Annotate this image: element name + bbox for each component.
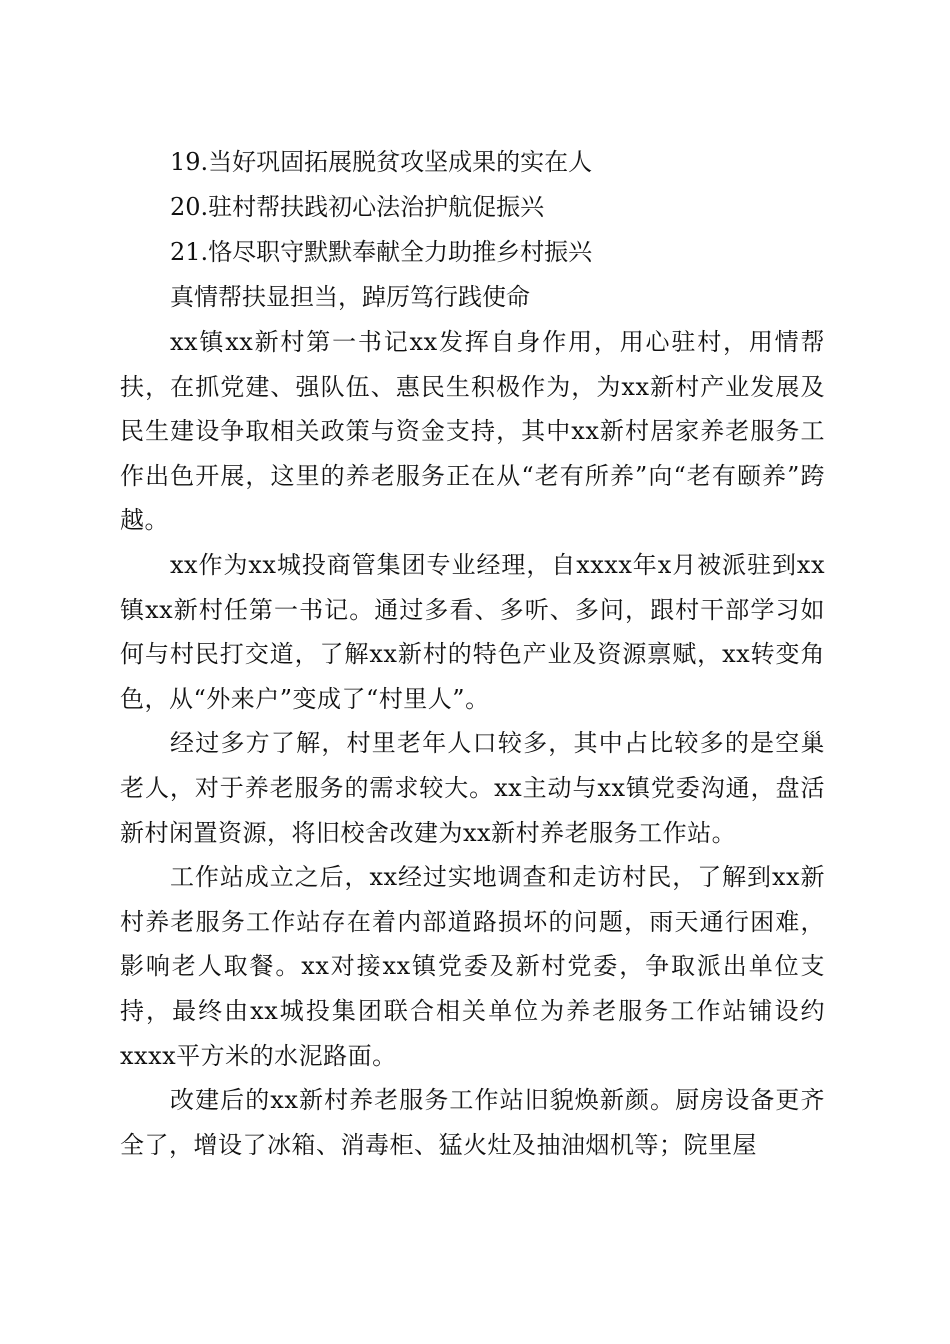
paragraph-needs: 经过多方了解，村里老年人口较多，其中占比较多的是空巢老人，对于养老服务的需求较大。xx主动与xx镇党委沟通，盘活新村闲置资源，将旧校舍改建为xx新村养老服务工作站。 bbox=[120, 729, 825, 847]
paragraph-background: xx作为xx城投商管集团专业经理，自xxxx年x月被派驻到xx镇xx新村任第一书记。通过多看、多听、多问，跟村干部学习如何与村民打交道，了解xx新村的特色产业及资源禀赋，xx转变角色，从“外来户”变成了“村里人”。 bbox=[120, 550, 825, 713]
list-item-19: 19.当好巩固拓展脱贫攻坚成果的实在人 bbox=[170, 148, 593, 176]
article-title: 真情帮扶显担当，踔厉笃行践使命 bbox=[170, 283, 530, 311]
list-item-20: 20.驻村帮扶践初心法治护航促振兴 bbox=[170, 193, 545, 221]
list-item-21: 21.恪尽职守默默奉献全力助推乡村振兴 bbox=[170, 238, 593, 266]
document-body bbox=[120, 140, 825, 1167]
paragraph-road-repair: 工作站成立之后，xx经过实地调查和走访村民，了解到xx新村养老服务工作站存在着内部道路损坏的问题，雨天通行困难，影响老人取餐。xx对接xx镇党委及新村党委，争取派出单位支持，最终由xx城投集团联合相关单位为养老服务工作站铺设约xxxx平方米的水泥路面。 bbox=[120, 863, 825, 1070]
paragraph-intro: xx镇xx新村第一书记xx发挥自身作用，用心驻村，用情帮扶，在抓党建、强队伍、惠民生积极作为，为xx新村产业发展及民生建设争取相关政策与资金支持，其中xx新村居家养老服务工作出色开展，这里的养老服务正在从“老有所养”向“老有颐养”跨越。 bbox=[120, 328, 825, 535]
paragraph-renovation: 改建后的xx新村养老服务工作站旧貌焕新颜。厨房设备更齐全了，增设了冰箱、消毒柜、猛火灶及抽油烟机等；院里屋 bbox=[120, 1086, 825, 1159]
